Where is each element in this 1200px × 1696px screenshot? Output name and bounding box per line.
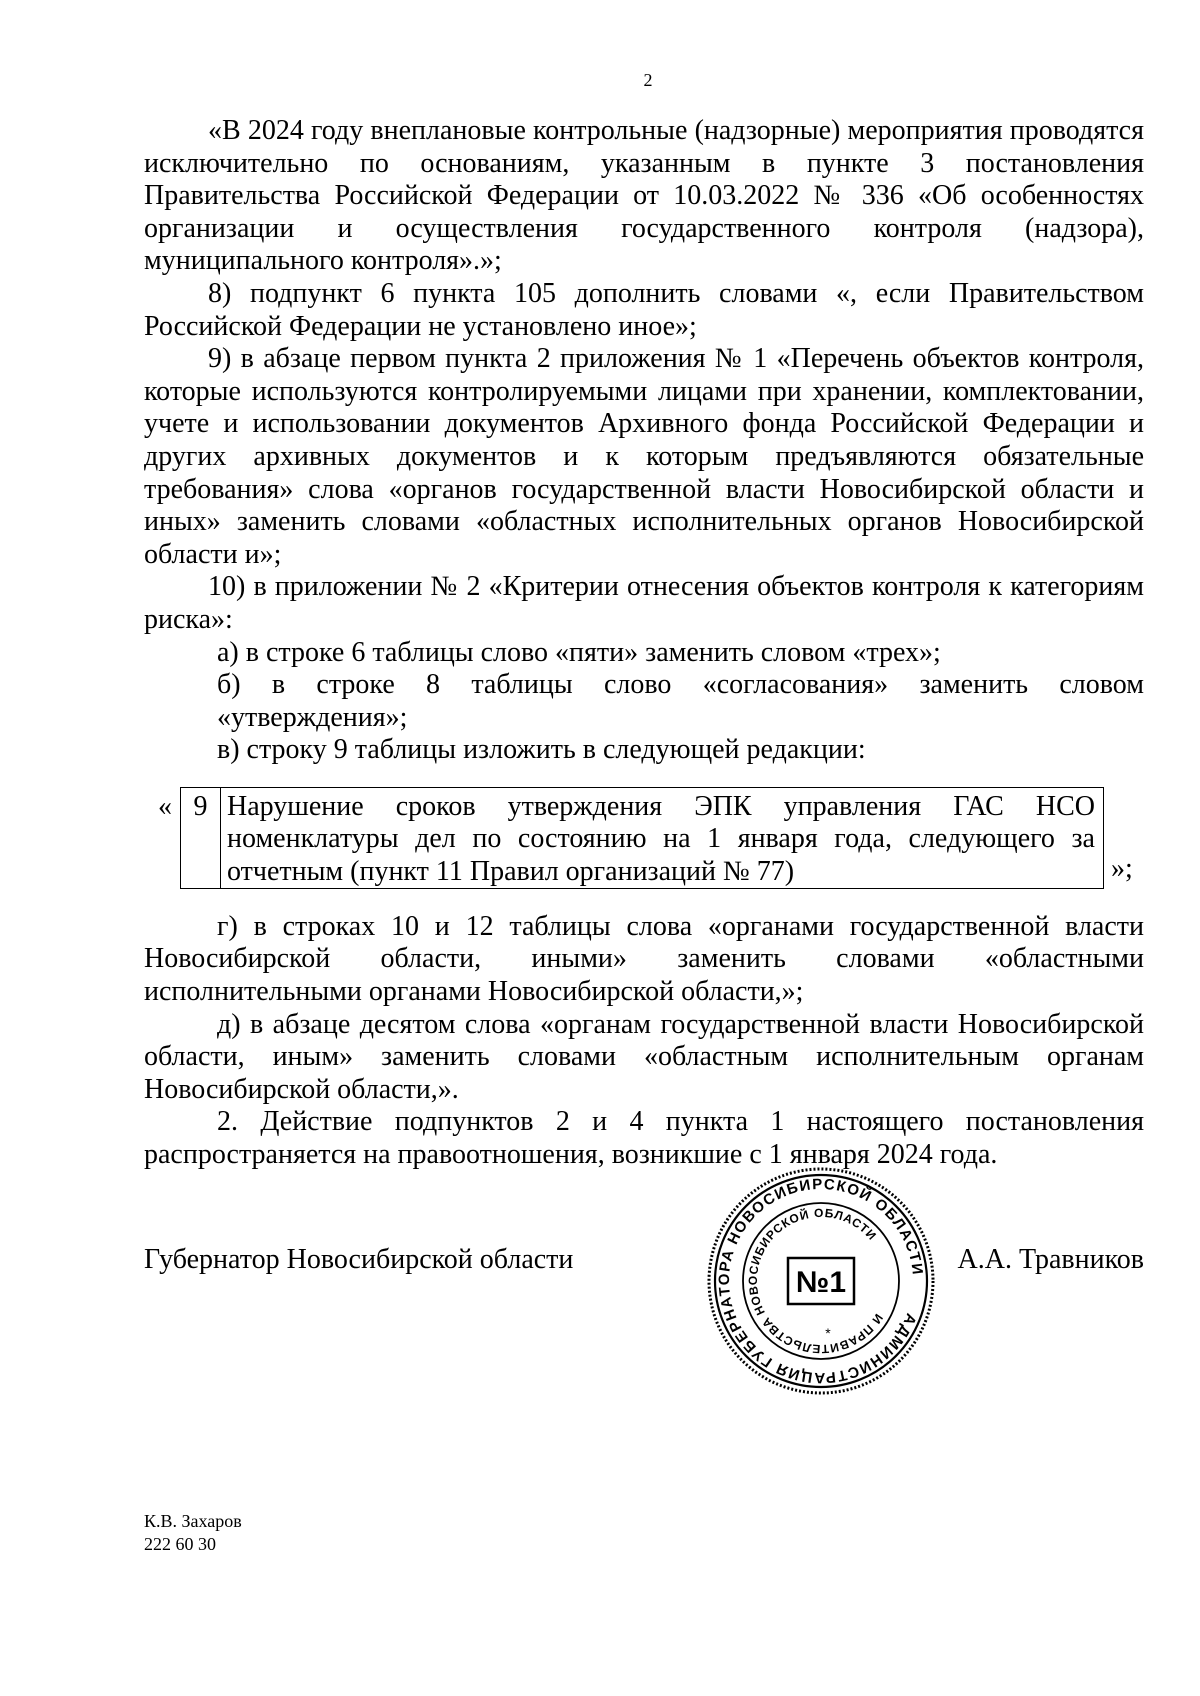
signatory-name: А.А. Травников (957, 1244, 1144, 1275)
executor-name: К.В. Захаров (144, 1511, 242, 1531)
page-number: 2 (643, 70, 653, 90)
stamp-star-icon: * (825, 1325, 831, 1341)
executor-info (144, 1510, 242, 1556)
stamp-outer-text: АДМИНИСТРАЦИЯ ГУБЕРНАТОРА НОВОСИБИРСКОЙ ОБЛАСТИ (715, 1175, 926, 1387)
document-body (144, 115, 1144, 1172)
table-row-text: Нарушение сроков утверждения ЭПК управления ГАС НСО номенклатуры дел по состоянию на 1 января года, следующего за отчетным (пункт 11 Правил организаций № 77) (227, 790, 1095, 888)
paragraph-item-10: 10) в приложении № 2 «Критерии отнесения объектов контроля к категориям риска»: (144, 571, 1144, 635)
paragraph-2: 2. Действие подпунктов 2 и 4 пункта 1 настоящего постановления распространяется на правоотношения, возникшие с 1 января 2024 года. (144, 1106, 1144, 1171)
quote-open: « (158, 790, 172, 822)
subitem-a: а) в строке 6 таблицы слово «пяти» заменить словом «трех»; (217, 636, 941, 668)
quote-close: »; (1111, 852, 1133, 884)
paragraph-quote-2024: «В 2024 году внеплановые контрольные (надзорные) мероприятия проводятся исключительно по основаниям, указанным в пункте 3 постановления Правительства Российской Федерации от 10.03.2022 № 336 «Об особенностях организации и осуществления государственного контроля (надзора), муниципального контроля».»; (144, 115, 1144, 277)
stamp-inner-text: И ПРАВИТЕЛЬСТВА НОВОСИБИРСКОЙ ОБЛАСТИ (745, 1205, 886, 1357)
subitem-v: в) строку 9 таблицы изложить в следующей редакции: (217, 734, 866, 766)
official-seal-stamp (706, 1166, 936, 1396)
signatory-title: Губернатор Новосибирской области (144, 1244, 574, 1275)
executor-phone: 222 60 30 (144, 1534, 216, 1554)
table-row-number: 9 (181, 788, 221, 888)
subitem-d: д) в абзаце десятом слова «органам государственной власти Новосибирской области, иным» заменить словами «областным исполнительным органам Новосибирской области,». (144, 1008, 1144, 1105)
subitem-g: г) в строках 10 и 12 таблицы слова «органами государственной власти Новосибирской области, иными» заменить словами «областными исполнительными органами Новосибирской области,»; (144, 910, 1144, 1008)
stamp-center-number: №1 (795, 1266, 847, 1299)
paragraph-item-8: 8) подпункт 6 пункта 105 дополнить словами «, если Правительством Российской Федерации не установлено иное»; (144, 277, 1144, 342)
subitem-b: б) в строке 8 таблицы слово «согласования» заменить словом «утверждения»; (217, 669, 1144, 733)
amendment-table (180, 787, 1104, 889)
amendment-table-block (144, 787, 1144, 889)
paragraph-item-9: 9) в абзаце первом пункта 2 приложения № 1 «Перечень объектов контроля, которые используются контролируемыми лицами при хранении, комплектовании, учете и использовании документов Архивного фонда Российской Федерации и других архивных документов и к которым предъявляются обязательные требования» слова «органов государственной власти Новосибирской области и иных» заменить словами «областных исполнительных органов Новосибирской области и»; (144, 343, 1144, 570)
